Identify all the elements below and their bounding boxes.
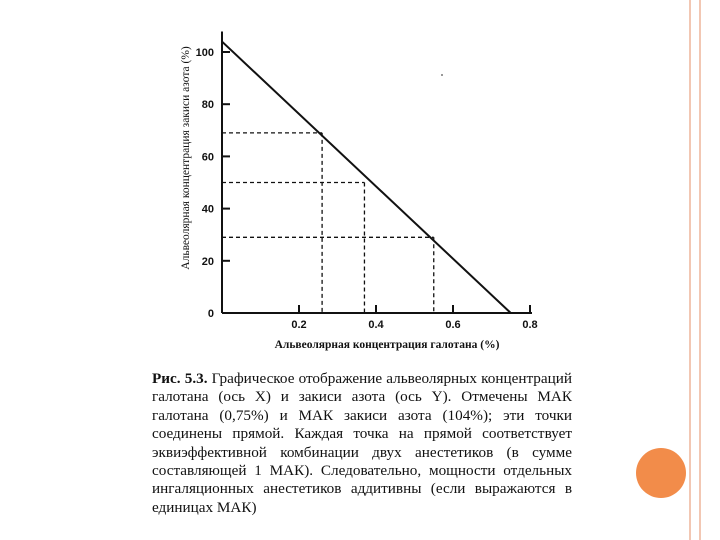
x-axis-label: Альвеолярная концентрация галотана (%) (274, 339, 500, 351)
y-tick-label: 20 (201, 255, 214, 268)
y-tick-label: 100 (195, 47, 214, 59)
y-tick-label: 0 (207, 308, 214, 320)
decorative-circle (636, 448, 686, 498)
y-tick-label: 40 (201, 203, 214, 216)
y-axis-label: Альвеолярная концентрация закиси азота (%) (180, 46, 192, 270)
series-line (222, 42, 511, 313)
y-tick-label: 60 (201, 151, 214, 164)
x-tick-label: 0.4 (368, 319, 384, 331)
figure-caption (152, 370, 572, 517)
guide-lines-group (222, 133, 434, 313)
y-tick-label: 80 (201, 99, 214, 112)
y-ticks-group (196, 47, 230, 320)
caption-text: Графическое отображение альвеолярных концентраций галотана (ось X) и закиси азота (ось Y). Отмечены МАК галотана (0,75%) и МАК закиси азота (104%); эти точки соединены прямой. Каждая точка на прямой соответствует эквиэффективной комбинации двух анестетиков (в сумме составляющей 1 МАК). Следовательно, мощности отдельных ингаляционных анестетиков аддитивны (если выражаются в единицах МАК) (152, 370, 572, 516)
x-ticks-group (291, 305, 537, 331)
caption-label: Рис. 5.3. (152, 370, 208, 387)
series-group (222, 42, 511, 313)
axes-group (222, 32, 532, 313)
x-tick-label: 0.8 (522, 319, 538, 331)
x-tick-label: 0.6 (445, 319, 461, 331)
x-tick-label: 0.2 (291, 319, 307, 331)
